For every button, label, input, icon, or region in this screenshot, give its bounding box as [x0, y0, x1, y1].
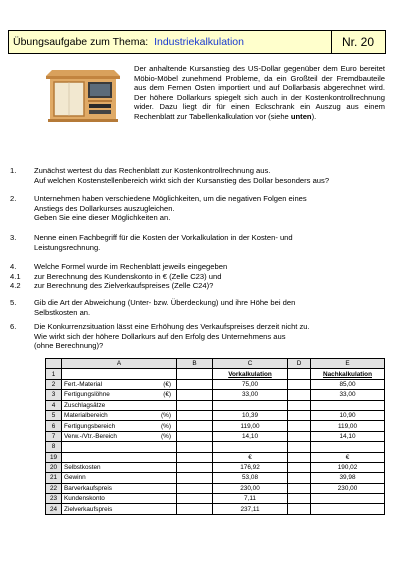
cell-a[interactable] — [62, 379, 177, 389]
cell-d[interactable] — [288, 494, 311, 504]
cell-d[interactable] — [288, 462, 311, 472]
cell-a[interactable] — [62, 473, 177, 483]
cell-d[interactable] — [288, 400, 311, 410]
spreadsheet — [45, 358, 385, 515]
spreadsheet-row — [46, 442, 385, 452]
cell-d[interactable] — [288, 483, 311, 493]
cell-label: Zielverkaufspreis — [64, 505, 113, 513]
row-number[interactable]: 23 — [46, 494, 62, 504]
column-header-e[interactable]: E — [311, 359, 385, 369]
spreadsheet-row — [46, 410, 385, 420]
row-number[interactable]: 4 — [46, 400, 62, 410]
cell-c[interactable]: 237,11 — [213, 504, 288, 514]
spreadsheet-row — [46, 462, 385, 472]
cell-d[interactable] — [288, 421, 311, 431]
cell-b[interactable] — [177, 462, 213, 472]
cell-a[interactable] — [62, 390, 177, 400]
cell-e[interactable]: 230,00 — [311, 483, 385, 493]
row-number[interactable]: 24 — [46, 504, 62, 514]
cell-unit: (%) — [161, 422, 171, 430]
intro-bold: unten — [290, 111, 312, 121]
cell-d[interactable] — [288, 410, 311, 420]
worksheet-header — [8, 30, 386, 54]
spreadsheet-row — [46, 390, 385, 400]
cell-e[interactable] — [311, 400, 385, 410]
question-line: Leistungsrechnung. — [34, 242, 101, 252]
cell-d[interactable] — [288, 379, 311, 389]
column-header-a[interactable]: A — [62, 359, 177, 369]
cell-a[interactable] — [62, 452, 177, 462]
cell-label: Fertigungsbereich — [64, 422, 116, 430]
question-number: 4.1 — [10, 271, 21, 281]
cell-b[interactable] — [177, 431, 213, 441]
cell-e[interactable]: 14,10 — [311, 431, 385, 441]
header-divider — [331, 31, 332, 53]
cell-b[interactable] — [177, 400, 213, 410]
cell-c[interactable]: 119,00 — [213, 421, 288, 431]
cell-d[interactable] — [288, 504, 311, 514]
cell-d[interactable] — [288, 473, 311, 483]
cell-label: Selbstkosten — [64, 464, 101, 472]
cell-b[interactable] — [177, 494, 213, 504]
question-line: Zunächst wertest du das Rechenblatt zur Kostenkontrollrechnung aus. — [34, 166, 271, 175]
question-line: (ohne Berechnung)? — [34, 341, 104, 350]
row-number[interactable]: 21 — [46, 473, 62, 483]
spreadsheet-row — [46, 379, 385, 389]
question-line: Nenne einen Fachbegriff für die Kosten der Vorkalkulation in der Kosten- und — [34, 233, 293, 242]
question-number: 1. — [10, 166, 17, 175]
cell-label: Materialbereich — [64, 412, 108, 420]
cell-b[interactable] — [177, 504, 213, 514]
cell-e[interactable]: 10,90 — [311, 410, 385, 420]
cell-b[interactable] — [177, 442, 213, 452]
cell-a[interactable] — [62, 400, 177, 410]
intro-text-a: Der anhaltende Kursanstieg des US-Dollar gegenüber dem Euro bereitet Möbio-Möbel zunehmend Probleme, da ein Großteil der Fremdbauteile aus dem Fernen Osten importiert und auf Dollarbasis abgerechnet wird. Der höhere Dollarkurs spiegelt sich auch in der Kostenkontrollrechnung wider. Dazu liegt dir für einen Eckschrank ein Auszug aus einem Rechenblatt zur Tabellenkalkulation vor (siehe — [134, 64, 385, 121]
cell-label: Kundenskonto — [64, 495, 105, 503]
cell-d[interactable] — [288, 442, 311, 452]
row-number[interactable]: 6 — [46, 421, 62, 431]
cell-label: Gewinn — [64, 474, 86, 482]
cell-e[interactable] — [311, 504, 385, 514]
cell-a[interactable] — [62, 431, 177, 441]
cell-b[interactable] — [177, 379, 213, 389]
cell-e[interactable]: 39,98 — [311, 473, 385, 483]
column-header-c[interactable]: C — [213, 359, 288, 369]
cell-a[interactable] — [62, 421, 177, 431]
cell-unit: (%) — [161, 432, 171, 440]
cell-e[interactable]: 33,00 — [311, 390, 385, 400]
spreadsheet-column-header-row — [46, 359, 385, 369]
question-line: Auf welchen Kostenstellenbereich wirkt sich der Kursanstieg des Dollar besonders aus? — [34, 175, 330, 185]
cell-unit: (€) — [163, 391, 171, 399]
question-number: 6. — [10, 322, 17, 331]
spreadsheet-row — [46, 452, 385, 462]
cell-label: Fertigungslöhne — [64, 391, 110, 399]
spreadsheet-row — [46, 483, 385, 493]
row-number[interactable]: 5 — [46, 410, 62, 420]
cell-d[interactable] — [288, 369, 311, 379]
row-number[interactable]: 20 — [46, 462, 62, 472]
cell-unit: (€) — [163, 380, 171, 388]
cell-c[interactable] — [213, 400, 288, 410]
cell-unit: (%) — [161, 412, 171, 420]
cell-a[interactable] — [62, 369, 177, 379]
cell-c[interactable]: 33,00 — [213, 390, 288, 400]
cell-b[interactable] — [177, 369, 213, 379]
cell-a[interactable] — [62, 462, 177, 472]
cell-b[interactable] — [177, 410, 213, 420]
question-line: Selbstkosten an. — [34, 307, 91, 317]
row-number[interactable]: 22 — [46, 483, 62, 493]
cell-c[interactable]: 75,00 — [213, 379, 288, 389]
cell-c[interactable]: 230,00 — [213, 483, 288, 493]
cell-c[interactable]: 14,10 — [213, 431, 288, 441]
question-line: Unternehmen haben verschiedene Möglichkeiten, um die negativen Folgen eines — [34, 194, 307, 203]
cell-label: Barverkaufspreis — [64, 484, 112, 492]
question-line: Wie wirkt sich der höhere Dollarkurs auf den Erfolg des Unternehmens aus — [34, 331, 286, 341]
spreadsheet-row — [46, 504, 385, 514]
cell-b[interactable] — [177, 473, 213, 483]
cell-d[interactable] — [288, 452, 311, 462]
cell-a[interactable] — [62, 504, 177, 514]
row-number[interactable]: 3 — [46, 390, 62, 400]
cell-e[interactable] — [311, 494, 385, 504]
cell-c[interactable]: 53,08 — [213, 473, 288, 483]
cell-d[interactable] — [288, 390, 311, 400]
row-number[interactable]: 7 — [46, 431, 62, 441]
row-number[interactable]: 8 — [46, 442, 62, 452]
cell-b[interactable] — [177, 390, 213, 400]
column-header-b[interactable]: B — [177, 359, 213, 369]
cell-c[interactable] — [213, 442, 288, 452]
header-prefix: Übungsaufgabe zum Thema: — [13, 36, 149, 48]
cell-e[interactable] — [311, 442, 385, 452]
question-line: zur Berechnung des Zielverkaufspreises (Zelle C24)? — [34, 281, 214, 290]
cell-e[interactable]: Nachkalkulation — [311, 369, 385, 379]
question-number: 3. — [10, 233, 17, 242]
cell-c[interactable]: 176,92 — [213, 462, 288, 472]
spreadsheet-row — [46, 400, 385, 410]
question-number: 4.2 — [10, 281, 21, 290]
spreadsheet-row — [46, 494, 385, 504]
question-line: Anstiegs des Dollarkurses auszugleichen. — [34, 203, 175, 213]
corner-cell[interactable] — [46, 359, 62, 369]
cell-b[interactable] — [177, 421, 213, 431]
column-header-d[interactable]: D — [288, 359, 311, 369]
spreadsheet-row — [46, 431, 385, 441]
intro-text — [134, 64, 385, 122]
cell-d[interactable] — [288, 431, 311, 441]
row-number[interactable]: 1 — [46, 369, 62, 379]
header-title — [13, 36, 244, 48]
spreadsheet-row — [46, 473, 385, 483]
cell-a[interactable] — [62, 442, 177, 452]
header-number: Nr. 20 — [342, 35, 375, 49]
cell-a[interactable] — [62, 410, 177, 420]
cell-b[interactable] — [177, 452, 213, 462]
cell-c[interactable]: Vorkalkulation — [213, 369, 288, 379]
cell-e[interactable]: 85,00 — [311, 379, 385, 389]
cell-label: Fert.-Material — [64, 380, 102, 388]
header-topic: Industriekalkulation — [154, 36, 244, 48]
cell-a[interactable] — [62, 494, 177, 504]
question-line: Gib die Art der Abweichung (Unter- bzw. Überdeckung) und ihre Höhe bei den — [34, 298, 296, 307]
question-line: Welche Formel wurde im Rechenblatt jeweils eingegeben — [34, 262, 228, 271]
cell-label: Zuschlagsätze — [64, 401, 106, 409]
row-number[interactable]: 2 — [46, 379, 62, 389]
cell-e[interactable]: 119,00 — [311, 421, 385, 431]
cell-a[interactable] — [62, 483, 177, 493]
intro-text-b: ). — [311, 111, 317, 121]
question-number: 5. — [10, 298, 17, 307]
cell-e[interactable]: 190,02 — [311, 462, 385, 472]
cell-label: Verw.-/Vtr.-Bereich — [64, 432, 117, 440]
cell-c[interactable]: 7,11 — [213, 494, 288, 504]
corner-cabinet-photo — [34, 64, 126, 124]
question-number: 4. — [10, 262, 17, 271]
cell-e[interactable]: € — [311, 452, 385, 462]
question-number: 2. — [10, 194, 17, 203]
cell-c[interactable]: 10,39 — [213, 410, 288, 420]
cell-c[interactable]: € — [213, 452, 288, 462]
question-line: Geben Sie eine dieser Möglichkeiten an. — [34, 213, 171, 222]
cell-b[interactable] — [177, 483, 213, 493]
question-line: zur Berechnung des Kundenskonto in € (Zelle C23) und — [34, 271, 222, 281]
spreadsheet-row — [46, 369, 385, 379]
question-line: Die Konkurrenzsituation lässt eine Erhöhung des Verkaufspreises derzeit nicht zu. — [34, 322, 310, 331]
spreadsheet-row — [46, 421, 385, 431]
row-number[interactable]: 19 — [46, 452, 62, 462]
